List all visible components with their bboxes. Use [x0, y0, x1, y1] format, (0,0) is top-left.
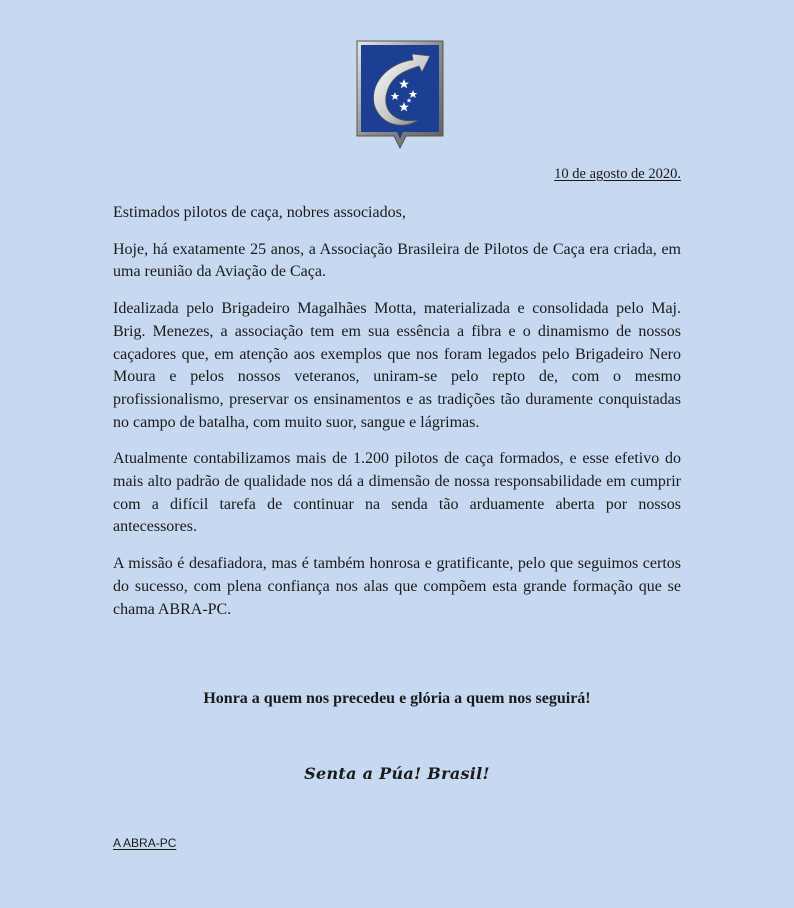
letter-paragraph: A missão é desafiadora, mas é também honrosa e gratificante, pelo que seguimos certos do sucesso, com plena confiança nos alas que compõem esta grande formação que se chama ABRA-PC.: [113, 555, 681, 618]
organization-name: A ABRA-PC: [113, 836, 177, 850]
abra-pc-emblem-icon: [356, 40, 444, 150]
letter-paragraph: Idealizada pelo Brigadeiro Magalhães Motta, materializada e consolidada pelo Maj. Brig. Menezes, a associação tem em sua essência a fibra e o dinamismo de nossos caçadores que, em atenção aos exemplos que nos foram legados pelo Brigadeiro Nero Moura e pelos nossos veteranos, uniram-se pelo repto de, com o mesmo profissionalismo, preservar os ensinamentos e as tradições tão duramente conquistadas no campo de batalha, com muito suor, sangue e lágrimas.: [113, 300, 681, 431]
letter-greeting: Estimados pilotos de caça, nobres associados,: [113, 204, 406, 221]
letter-paragraph: Atualmente contabilizamos mais de 1.200 pilotos de caça formados, e esse efetivo do mais alto padrão de qualidade nos dá a dimensão de nossa responsabilidade em cumprir com a difícil tarefa de continuar na senda tão arduamente aberta por nossos antecessores.: [113, 450, 681, 536]
letter-body: [113, 202, 681, 635]
letter-signature: Senta a Púa! Brasil!: [304, 764, 490, 783]
letter-motto: Honra a quem nos precedeu e glória a quem nos seguirá!: [203, 690, 591, 707]
letter-date: 10 de agosto de 2020.: [554, 166, 681, 182]
letter-paragraph: Hoje, há exatamente 25 anos, a Associação Brasileira de Pilotos de Caça era criada, em uma reunião da Aviação de Caça.: [113, 240, 681, 281]
